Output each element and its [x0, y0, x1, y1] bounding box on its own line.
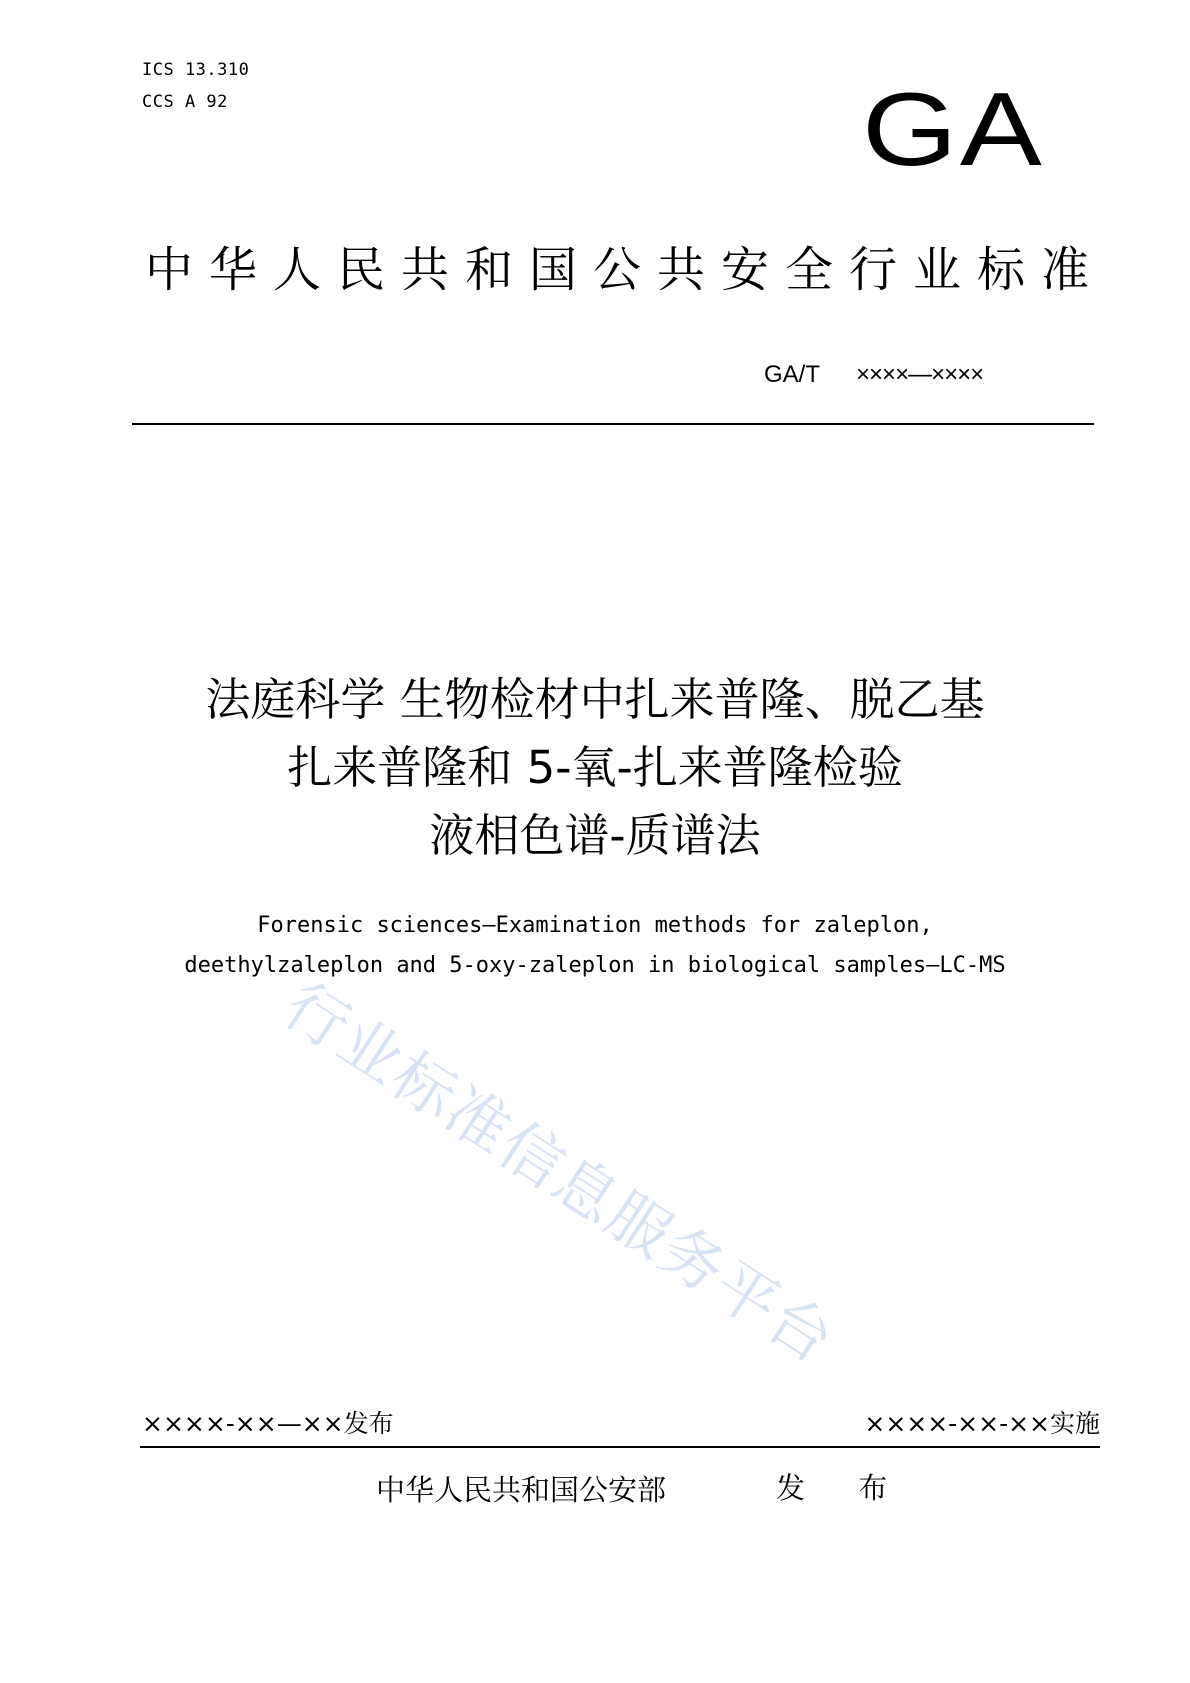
issue-date: ××××-××—××发布: [142, 1409, 394, 1438]
standard-code: ××××—××××: [856, 361, 984, 388]
organization-title: 中华人民共和国公共安全行业标准: [145, 242, 1106, 298]
title-zh-line-3: 液相色谱-质谱法: [429, 809, 761, 862]
title-zh-line-2: 扎来普隆和 5-氧-扎来普隆检验: [287, 741, 903, 794]
title-en-line-2: deethylzaleplon and 5-oxy-zaleplon in biological samples—LC-MS: [184, 953, 1006, 978]
title-zh-line-1: 法庭科学 生物检材中扎来普隆、脱乙基: [205, 673, 985, 726]
ccs-code: CCS A 92: [142, 92, 228, 112]
standard-prefix: GA/T: [764, 361, 821, 388]
bottom-divider: [140, 1446, 1100, 1448]
ics-code: ICS 13.310: [142, 60, 250, 80]
issue-label: 发 布: [776, 1471, 910, 1505]
issuer: 中华人民共和国公安部: [376, 1473, 667, 1507]
standard-number: [764, 360, 983, 390]
implementation-date: ××××-××-××实施: [864, 1409, 1100, 1438]
top-divider: [132, 423, 1094, 425]
ga-logo: GA: [862, 72, 1045, 188]
title-en-line-1: Forensic sciences—Examination methods for zaleplon,: [257, 913, 933, 938]
watermark: 行业标准信息服务平台: [271, 968, 848, 1379]
